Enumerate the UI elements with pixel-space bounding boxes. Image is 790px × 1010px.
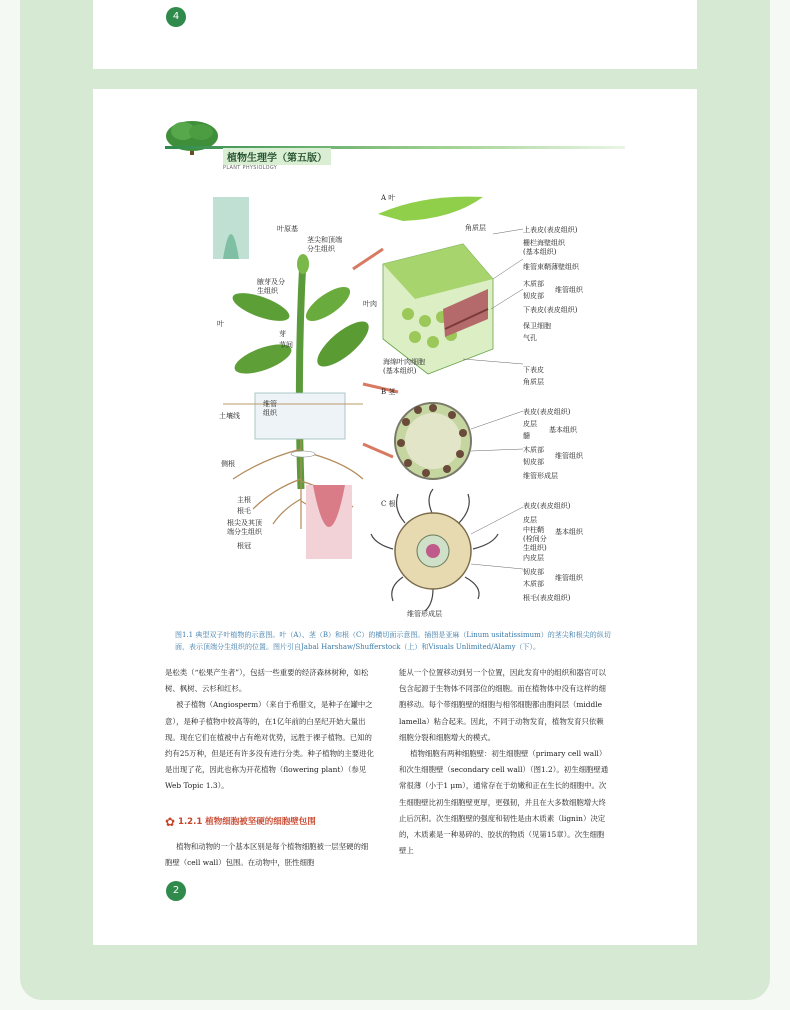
label-soil-line: 土壤线	[219, 412, 240, 420]
page-number-badge: 4	[166, 7, 186, 27]
label-endodermis: 内皮层	[523, 554, 544, 562]
label-internode: 节间	[279, 341, 293, 349]
label-guard-cell: 保卫细胞	[523, 322, 551, 330]
label-upper-epidermis: 上表皮(表皮组织)	[523, 226, 578, 234]
label-cuticle-top: 角质层	[465, 224, 486, 232]
label-root-phloem: 韧皮部	[523, 568, 544, 576]
section-heading	[165, 815, 316, 829]
label-root-cambium: 维管形成层	[407, 610, 442, 618]
label-node: 芽	[279, 330, 286, 338]
left-column	[165, 665, 375, 795]
paragraph: 植物和动物的一个基本区别是每个植物细胞被一层坚硬的细胞壁（cell wall）包围。在动物中，胚性细胞	[165, 842, 369, 868]
panel-b-label: B 茎	[381, 388, 396, 396]
label-leaf-phloem: 韧皮部	[523, 292, 544, 300]
label-stem-phloem: 韧皮部	[523, 458, 544, 466]
book-title: 植物生理学（第五版）	[223, 148, 331, 165]
label-root-cap: 根冠	[237, 542, 251, 550]
section-title: 植物细胞被坚硬的细胞壁包围	[205, 817, 316, 827]
label-root-hair: 根毛	[237, 507, 251, 515]
label-pericycle-2: (栓间分	[523, 535, 547, 543]
previous-page	[93, 0, 697, 69]
paragraph: 被子植物（Angiosperm）（来自于希腊文，是种子在罐中之意），是种子植物中较高等的，在1亿年前的白垩纪开始大量出现。现在它们在植被中占有绝对优势，远胜于裸子植物。已知的约有25万种，但是还有许多没有进行分类。种子植物的主要进化是出现了花，因此也称为开花植物（flowering plant）（参见Web Topic 1.3）。	[165, 700, 374, 791]
label-leaf: 叶	[217, 320, 224, 328]
paragraph: 是松类（“松果产生者”），包括一些重要的经济森林树种，如松树、枫树、云杉和红杉。	[165, 668, 369, 694]
label-spongy: 海绵叶肉细胞	[383, 358, 425, 366]
label-shoot-apex-2: 分生组织	[307, 245, 335, 253]
label-leaf-vascular: 维管组织	[555, 286, 583, 294]
label-stoma: 气孔	[523, 334, 537, 342]
left-column-continued	[165, 839, 375, 871]
label-lateral-root: 侧根	[221, 460, 235, 468]
label-spongy-2: (基本组织)	[383, 367, 417, 375]
label-root-cortex: 皮层	[523, 516, 537, 524]
label-vascular: 维管	[263, 400, 277, 408]
panel-a-label: A 叶	[381, 194, 396, 202]
book-page	[93, 89, 697, 945]
section-number: 1.2.1	[178, 817, 203, 827]
label-bundle-sheath: 维管束鞘薄壁组织	[523, 263, 579, 271]
maple-leaf-icon: ✿	[165, 815, 176, 829]
label-main-root: 主根	[237, 496, 251, 504]
label-stem-xylem: 木质部	[523, 446, 544, 454]
label-stem-vascular: 维管组织	[555, 452, 583, 460]
label-root-xylem: 木质部	[523, 580, 544, 588]
label-stem-ground: 基本组织	[549, 426, 577, 434]
label-root-epidermis: 表皮(表皮组织)	[523, 502, 571, 510]
label-root-ground: 基本组织	[555, 528, 583, 536]
label-root-tip: 根尖及其顶	[227, 519, 262, 527]
label-palisade: 栅栏海壁组织	[523, 239, 565, 247]
label-leaf-primordium: 叶原基	[277, 225, 298, 233]
label-root-tip-2: 端分生组织	[227, 528, 262, 536]
label-stem-pith: 髓	[523, 432, 530, 440]
label-stem-cambium: 维管形成层	[523, 472, 558, 480]
label-axillary-bud-2: 生组织	[257, 287, 278, 295]
label-shoot-apex: 茎尖和顶端	[307, 236, 342, 244]
label-stem-cortex: 皮层	[523, 420, 537, 428]
label-cuticle-bottom: 角质层	[523, 378, 544, 386]
paragraph: 植物细胞有两种细胞壁：初生细胞壁（primary cell wall）和次生细胞壁（secondary cell wall）（图1.2）。初生细胞壁通常很薄（小于1 μm），通常存在于幼嫩和正在生长的细胞中。次生细胞壁比初生细胞壁更厚，更强韧，并且在大多数细胞增大终止后沉积。次生细胞壁的强度和韧性是由木质素（lignin）决定的，木质素是一种易碎的、胶状的物质（见第15章）。次生细胞壁上	[399, 749, 609, 856]
label-mesophyll: 叶肉	[363, 300, 377, 308]
label-axillary-bud: 腋芽及分	[257, 278, 285, 286]
right-column	[399, 665, 609, 859]
label-leaf-xylem: 木质部	[523, 280, 544, 288]
book-subtitle: PLANT PHYSIOLOGY	[223, 165, 278, 171]
label-vascular-2: 组织	[263, 409, 277, 417]
label-palisade-2: (基本组织)	[523, 248, 557, 256]
label-stem-epidermis: 表皮(表皮组织)	[523, 408, 571, 416]
figure-caption: 图1.1 典型双子叶植物的示意图。叶（A）、茎（B）和根（C）的横切面示意图。插图是亚麻（Linum usitatissimum）的茎尖和根尖的纵切面，表示顶端分生组织的位置。图片引自Jabal Harshaw/Shufferstock（上）和Visuals Unlimited/Alamy（下）。	[175, 631, 611, 651]
paragraph: 能从一个位置移动到另一个位置，因此发育中的组织和器官可以包含起源于生物体不同部位的细胞。而在植物体中没有这样的细胞移动。每个带细胞壁的细胞与相邻细胞都由胞间层（middle lamella）粘合起来。因此，不同于动物发育，植物发育只依赖细胞分裂和细胞增大的模式。	[399, 668, 606, 742]
tree-icon	[163, 119, 223, 159]
panel-c-label: C 根	[381, 500, 396, 508]
label-root-hairs: 根毛(表皮组织)	[523, 594, 571, 602]
label-root-vascular: 维管组织	[555, 574, 583, 582]
label-lower-epidermis-2: 下表皮	[523, 366, 544, 374]
plant-diagram-figure	[193, 189, 613, 623]
label-pericycle: 中柱鞘	[523, 526, 544, 534]
page-number-badge: 2	[166, 881, 186, 901]
label-lower-epidermis: 下表皮(表皮组织)	[523, 306, 578, 314]
label-pericycle-3: 生组织)	[523, 544, 547, 552]
